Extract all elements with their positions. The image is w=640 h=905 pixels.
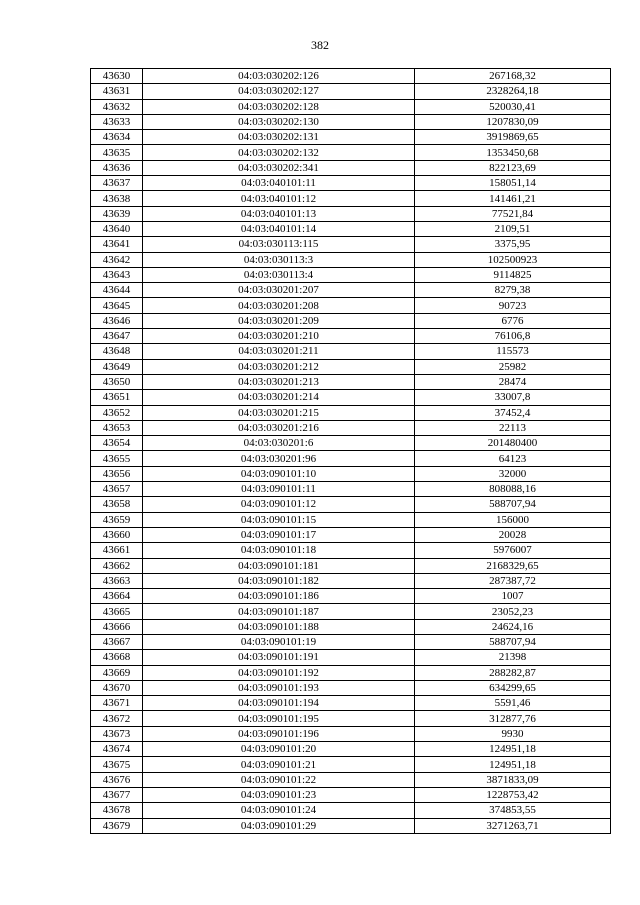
cadastral-value-cell: 5591,46: [415, 696, 611, 711]
row-number-cell: 43673: [91, 726, 143, 741]
cadastral-number-cell: 04:03:090101:22: [143, 772, 415, 787]
cadastral-value-cell: 22113: [415, 420, 611, 435]
cadastral-value-cell: 312877,76: [415, 711, 611, 726]
cadastral-number-cell: 04:03:030113:4: [143, 267, 415, 282]
table-row: [91, 221, 611, 236]
cadastral-value-cell: 201480400: [415, 436, 611, 451]
table-row: [91, 482, 611, 497]
row-number-cell: 43665: [91, 604, 143, 619]
cadastral-number-cell: 04:03:030201:216: [143, 420, 415, 435]
row-number-cell: 43639: [91, 206, 143, 221]
row-number-cell: 43663: [91, 573, 143, 588]
cadastral-number-cell: 04:03:090101:20: [143, 742, 415, 757]
row-number-cell: 43671: [91, 696, 143, 711]
table-row: [91, 634, 611, 649]
cadastral-value-cell: 2328264,18: [415, 84, 611, 99]
cadastral-value-cell: 1007: [415, 589, 611, 604]
cadastral-number-cell: 04:03:040101:13: [143, 206, 415, 221]
cadastral-value-cell: 3375,95: [415, 237, 611, 252]
cadastral-number-cell: 04:03:090101:19: [143, 634, 415, 649]
row-number-cell: 43676: [91, 772, 143, 787]
cadastral-value-cell: 141461,21: [415, 191, 611, 206]
row-number-cell: 43675: [91, 757, 143, 772]
row-number-cell: 43678: [91, 803, 143, 818]
cadastral-number-cell: 04:03:030201:207: [143, 283, 415, 298]
row-number-cell: 43662: [91, 558, 143, 573]
cadastral-number-cell: 04:03:090101:191: [143, 650, 415, 665]
row-number-cell: 43652: [91, 405, 143, 420]
row-number-cell: 43647: [91, 329, 143, 344]
cadastral-value-cell: 588707,94: [415, 634, 611, 649]
cadastral-number-cell: 04:03:090101:195: [143, 711, 415, 726]
row-number-cell: 43672: [91, 711, 143, 726]
cadastral-value-cell: 20028: [415, 527, 611, 542]
cadastral-number-cell: 04:03:090101:23: [143, 787, 415, 802]
table-row: [91, 451, 611, 466]
row-number-cell: 43640: [91, 221, 143, 236]
row-number-cell: 43656: [91, 466, 143, 481]
table-row: [91, 130, 611, 145]
table-row: [91, 329, 611, 344]
cadastral-value-cell: 822123,69: [415, 160, 611, 175]
cadastral-value-cell: 288282,87: [415, 665, 611, 680]
cadastral-value-cell: 158051,14: [415, 176, 611, 191]
cadastral-value-cell: 1353450,68: [415, 145, 611, 160]
cadastral-value-cell: 25982: [415, 359, 611, 374]
table-row: [91, 772, 611, 787]
cadastral-value-table: [90, 68, 611, 834]
table-row: [91, 558, 611, 573]
row-number-cell: 43646: [91, 313, 143, 328]
row-number-cell: 43664: [91, 589, 143, 604]
cadastral-value-cell: 24624,16: [415, 619, 611, 634]
cadastral-value-cell: 156000: [415, 512, 611, 527]
table-row: [91, 252, 611, 267]
cadastral-number-cell: 04:03:090101:193: [143, 680, 415, 695]
cadastral-value-cell: 21398: [415, 650, 611, 665]
cadastral-value-cell: 3271263,71: [415, 818, 611, 833]
table-row: [91, 99, 611, 114]
table-row: [91, 298, 611, 313]
cadastral-number-cell: 04:03:090101:12: [143, 497, 415, 512]
table-row: [91, 589, 611, 604]
cadastral-number-cell: 04:03:030113:115: [143, 237, 415, 252]
row-number-cell: 43669: [91, 665, 143, 680]
row-number-cell: 43648: [91, 344, 143, 359]
cadastral-value-cell: 374853,55: [415, 803, 611, 818]
cadastral-number-cell: 04:03:090101:186: [143, 589, 415, 604]
row-number-cell: 43670: [91, 680, 143, 695]
cadastral-number-cell: 04:03:040101:11: [143, 176, 415, 191]
table-row: [91, 344, 611, 359]
row-number-cell: 43657: [91, 482, 143, 497]
cadastral-value-cell: 124951,18: [415, 742, 611, 757]
row-number-cell: 43653: [91, 420, 143, 435]
cadastral-value-cell: 6776: [415, 313, 611, 328]
cadastral-value-cell: 90723: [415, 298, 611, 313]
table-row: [91, 359, 611, 374]
table-row: [91, 191, 611, 206]
row-number-cell: 43668: [91, 650, 143, 665]
table-row: [91, 711, 611, 726]
table-row: [91, 742, 611, 757]
table-row: [91, 405, 611, 420]
table-row: [91, 803, 611, 818]
cadastral-number-cell: 04:03:090101:192: [143, 665, 415, 680]
table-row: [91, 374, 611, 389]
table-row: [91, 237, 611, 252]
table-row: [91, 726, 611, 741]
row-number-cell: 43635: [91, 145, 143, 160]
cadastral-value-cell: 634299,65: [415, 680, 611, 695]
cadastral-value-cell: 9930: [415, 726, 611, 741]
cadastral-number-cell: 04:03:030201:96: [143, 451, 415, 466]
row-number-cell: 43638: [91, 191, 143, 206]
row-number-cell: 43632: [91, 99, 143, 114]
cadastral-number-cell: 04:03:030202:132: [143, 145, 415, 160]
table-row: [91, 787, 611, 802]
cadastral-number-cell: 04:03:030202:126: [143, 69, 415, 84]
cadastral-value-cell: 124951,18: [415, 757, 611, 772]
cadastral-value-cell: 5976007: [415, 543, 611, 558]
table-row: [91, 160, 611, 175]
cadastral-number-cell: 04:03:030202:131: [143, 130, 415, 145]
cadastral-value-cell: 287387,72: [415, 573, 611, 588]
row-number-cell: 43651: [91, 390, 143, 405]
table-row: [91, 390, 611, 405]
cadastral-value-cell: 8279,38: [415, 283, 611, 298]
table-row: [91, 69, 611, 84]
cadastral-number-cell: 04:03:090101:15: [143, 512, 415, 527]
cadastral-value-cell: 76106,8: [415, 329, 611, 344]
cadastral-value-cell: 9114825: [415, 267, 611, 282]
cadastral-number-cell: 04:03:030202:127: [143, 84, 415, 99]
row-number-cell: 43660: [91, 527, 143, 542]
cadastral-number-cell: 04:03:030201:215: [143, 405, 415, 420]
cadastral-value-cell: 1207830,09: [415, 114, 611, 129]
cadastral-number-cell: 04:03:090101:196: [143, 726, 415, 741]
cadastral-number-cell: 04:03:030201:214: [143, 390, 415, 405]
table-row: [91, 267, 611, 282]
cadastral-number-cell: 04:03:090101:21: [143, 757, 415, 772]
row-number-cell: 43637: [91, 176, 143, 191]
table-row: [91, 619, 611, 634]
row-number-cell: 43659: [91, 512, 143, 527]
cadastral-number-cell: 04:03:040101:14: [143, 221, 415, 236]
cadastral-value-cell: 1228753,42: [415, 787, 611, 802]
cadastral-number-cell: 04:03:030201:6: [143, 436, 415, 451]
table-row: [91, 206, 611, 221]
row-number-cell: 43644: [91, 283, 143, 298]
row-number-cell: 43667: [91, 634, 143, 649]
row-number-cell: 43666: [91, 619, 143, 634]
table-row: [91, 543, 611, 558]
cadastral-value-cell: 23052,23: [415, 604, 611, 619]
table-row: [91, 696, 611, 711]
cadastral-value-cell: 102500923: [415, 252, 611, 267]
table-row: [91, 680, 611, 695]
cadastral-value-cell: 77521,84: [415, 206, 611, 221]
cadastral-number-cell: 04:03:030201:212: [143, 359, 415, 374]
row-number-cell: 43641: [91, 237, 143, 252]
row-number-cell: 43645: [91, 298, 143, 313]
cadastral-value-cell: 808088,16: [415, 482, 611, 497]
table-body: [91, 69, 611, 834]
cadastral-number-cell: 04:03:030201:209: [143, 313, 415, 328]
cadastral-number-cell: 04:03:090101:18: [143, 543, 415, 558]
table-row: [91, 114, 611, 129]
table-row: [91, 420, 611, 435]
cadastral-number-cell: 04:03:090101:194: [143, 696, 415, 711]
cadastral-number-cell: 04:03:090101:182: [143, 573, 415, 588]
table-row: [91, 818, 611, 833]
cadastral-value-cell: 64123: [415, 451, 611, 466]
cadastral-number-cell: 04:03:090101:17: [143, 527, 415, 542]
cadastral-value-cell: 2168329,65: [415, 558, 611, 573]
row-number-cell: 43677: [91, 787, 143, 802]
page-number: 382: [311, 38, 329, 52]
table-row: [91, 512, 611, 527]
cadastral-number-cell: 04:03:030201:211: [143, 344, 415, 359]
cadastral-value-cell: 2109,51: [415, 221, 611, 236]
row-number-cell: 43654: [91, 436, 143, 451]
row-number-cell: 43649: [91, 359, 143, 374]
cadastral-value-cell: 3919869,65: [415, 130, 611, 145]
row-number-cell: 43674: [91, 742, 143, 757]
table-row: [91, 573, 611, 588]
cadastral-value-cell: 28474: [415, 374, 611, 389]
row-number-cell: 43634: [91, 130, 143, 145]
row-number-cell: 43661: [91, 543, 143, 558]
table-row: [91, 283, 611, 298]
table-row: [91, 145, 611, 160]
row-number-cell: 43655: [91, 451, 143, 466]
cadastral-number-cell: 04:03:030202:130: [143, 114, 415, 129]
cadastral-value-cell: 37452,4: [415, 405, 611, 420]
cadastral-number-cell: 04:03:030202:128: [143, 99, 415, 114]
cadastral-number-cell: 04:03:090101:29: [143, 818, 415, 833]
cadastral-number-cell: 04:03:090101:24: [143, 803, 415, 818]
table-row: [91, 436, 611, 451]
cadastral-number-cell: 04:03:090101:10: [143, 466, 415, 481]
table-row: [91, 313, 611, 328]
cadastral-number-cell: 04:03:040101:12: [143, 191, 415, 206]
cadastral-number-cell: 04:03:030201:208: [143, 298, 415, 313]
cadastral-value-cell: 267168,32: [415, 69, 611, 84]
table-row: [91, 176, 611, 191]
row-number-cell: 43633: [91, 114, 143, 129]
row-number-cell: 43631: [91, 84, 143, 99]
cadastral-number-cell: 04:03:030202:341: [143, 160, 415, 175]
cadastral-value-cell: 115573: [415, 344, 611, 359]
row-number-cell: 43658: [91, 497, 143, 512]
cadastral-number-cell: 04:03:090101:188: [143, 619, 415, 634]
row-number-cell: 43650: [91, 374, 143, 389]
table-row: [91, 757, 611, 772]
table-row: [91, 466, 611, 481]
cadastral-number-cell: 04:03:030113:3: [143, 252, 415, 267]
cadastral-value-cell: 33007,8: [415, 390, 611, 405]
row-number-cell: 43630: [91, 69, 143, 84]
cadastral-number-cell: 04:03:090101:187: [143, 604, 415, 619]
table-row: [91, 665, 611, 680]
table-row: [91, 604, 611, 619]
cadastral-number-cell: 04:03:090101:11: [143, 482, 415, 497]
cadastral-value-cell: 520030,41: [415, 99, 611, 114]
cadastral-value-cell: 588707,94: [415, 497, 611, 512]
cadastral-number-cell: 04:03:090101:181: [143, 558, 415, 573]
table-row: [91, 497, 611, 512]
cadastral-value-cell: 32000: [415, 466, 611, 481]
cadastral-number-cell: 04:03:030201:213: [143, 374, 415, 389]
cadastral-value-cell: 3871833,09: [415, 772, 611, 787]
row-number-cell: 43679: [91, 818, 143, 833]
table-row: [91, 527, 611, 542]
row-number-cell: 43636: [91, 160, 143, 175]
row-number-cell: 43643: [91, 267, 143, 282]
row-number-cell: 43642: [91, 252, 143, 267]
table-row: [91, 650, 611, 665]
table-row: [91, 84, 611, 99]
cadastral-number-cell: 04:03:030201:210: [143, 329, 415, 344]
